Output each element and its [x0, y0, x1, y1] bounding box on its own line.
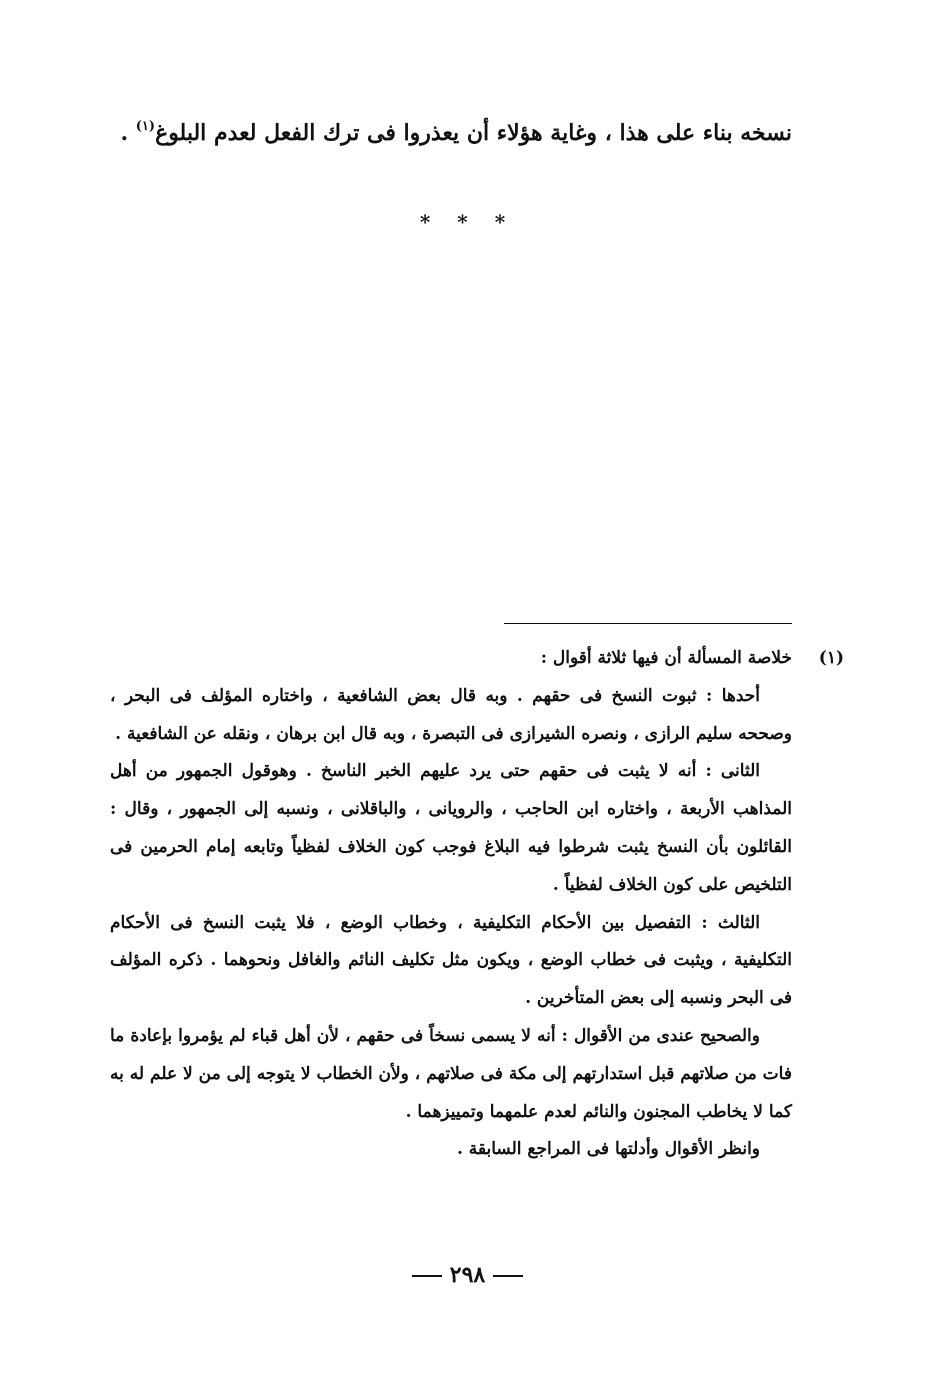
- main-text-end-punct: .: [120, 120, 136, 146]
- main-text-body: نسخه بناء على هذا ، وغاية هؤلاء أن يعذروا فى ترك الفعل لعدم البلوغ: [155, 120, 792, 146]
- page-number-line: [0, 1262, 935, 1288]
- section-separator-stars: * * *: [419, 210, 516, 234]
- footnote-first-line: [110, 640, 844, 678]
- footnotes-block: [110, 640, 844, 1169]
- footnote-divider: [504, 623, 792, 624]
- footnote-paragraph-second-opinion: الثانى : أنه لا يثبت فى حقهم حتى يرد عليهم الخبر الناسخ . وهوقول الجمهور من أهل المذاهب الأربعة ، واختاره ابن الحاجب ، والرويانى ، والباقلانى ، ونسبه إلى الجمهور ، وقال : القائلون بأن النسخ يثبت شرطوا فيه البلاغ فوجب كون الخلاف لفظياً وتابعه إمام الحرمين فى التلخيص على كون الخلاف لفظياً .: [110, 761, 792, 895]
- footnote-paragraph-preferred-opinion: والصحيح عندى من الأقوال : أنه لا يسمى نسخاً فى حقهم ، لأن أهل قباء لم يؤمروا بإعادة ما فات من صلاتهم قبل استدارتهم إلى مكة فى صلاتهم ، ولأن الخطاب لا يتوجه إلى من لا علم له به كما لا يخاطب المجنون والنائم لعدم علمهما وتمييزهما .: [110, 1025, 792, 1122]
- page-number: ٢٩٨: [449, 1262, 486, 1288]
- page-number-dash-left: [493, 1275, 523, 1277]
- footnote-paragraph-third-opinion: الثالث : التفصيل بين الأحكام التكليفية ، وخطاب الوضع ، فلا يثبت النسخ فى الأحكام التكليفية ، ويثبت فى خطاب الوضع ، ويكون مثل تكليف النائم والغافل ونحوهما . ذكره المؤلف فى البحر ونسبه إلى بعض المتأخرين .: [110, 912, 792, 1009]
- footnote-reference: (١): [135, 119, 156, 134]
- main-text-line: [112, 112, 792, 154]
- footnote-paragraph-first-opinion: أحدها : ثبوت النسخ فى حقهم . وبه قال بعض الشافعية ، واختاره المؤلف فى البحر ، وصححه سليم الرازى ، ونصره الشيرازى فى التبصرة ، وبه قال ابن برهان ، ونقله عن الشافعية .: [110, 685, 792, 744]
- footnote-paragraph-references: وانظر الأقوال وأدلتها فى المراجع السابقة .: [456, 1139, 760, 1160]
- page-number-dash-right: [412, 1275, 442, 1277]
- footnote-marker: (١): [818, 648, 844, 668]
- footnote-intro: خلاصة المسألة أن فيها ثلاثة أقوال :: [540, 648, 792, 668]
